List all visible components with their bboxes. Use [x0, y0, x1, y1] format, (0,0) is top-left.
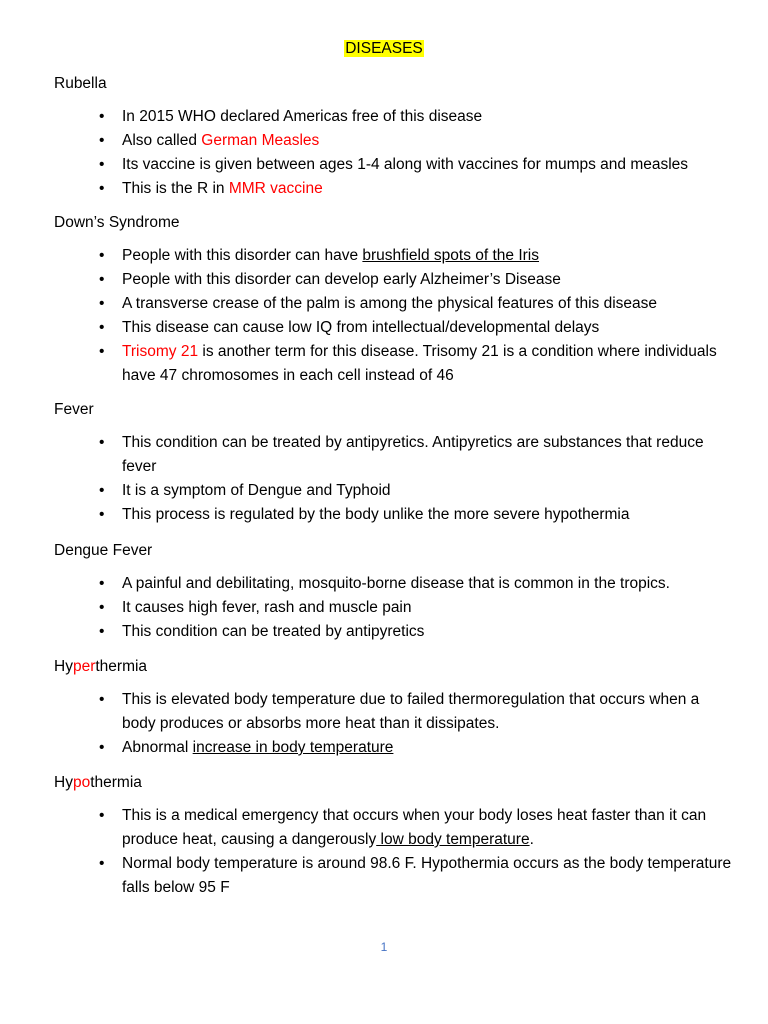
list-item [0, 129, 768, 153]
bullet-icon: • [99, 247, 105, 264]
list-hyperthermia [0, 688, 768, 760]
bullet-text-0: This process is regulated by the body unlike the more severe hypothermia [122, 506, 630, 523]
bullet-icon: • [99, 319, 105, 336]
bullet-icon: • [99, 108, 105, 125]
list-hypothermia [0, 804, 768, 900]
list-item [0, 596, 768, 620]
bullet-icon: • [99, 691, 105, 708]
bullet-icon: • [99, 599, 105, 616]
heading-downs-syndrome: Down’s Syndrome [54, 214, 180, 231]
bullet-text-2: . [529, 831, 534, 848]
list-item [0, 688, 768, 736]
bullet-text-0: This condition can be treated by antipyretics. Antipyretics are substances that reduce fever [122, 434, 704, 475]
bullet-text-0: Normal body temperature is around 98.6 F. Hypothermia occurs as the body temperature falls below 95 F [122, 855, 732, 896]
list-item [0, 804, 768, 852]
heading-text-1: per [72, 658, 96, 675]
list-item [0, 268, 768, 292]
heading-hypothermia [54, 772, 142, 794]
bullet-icon: • [99, 739, 105, 756]
list-item [0, 852, 768, 900]
bullet-text-0: Its vaccine is given between ages 1-4 along with vaccines for mumps and measles [122, 156, 689, 173]
list-item [0, 340, 768, 388]
bullet-icon: • [99, 506, 105, 523]
bullet-text-0: Abnormal [122, 739, 193, 756]
heading-hyperthermia [54, 656, 147, 678]
list-fever [0, 431, 768, 527]
bullet-icon: • [99, 343, 105, 360]
list-item [0, 292, 768, 316]
bullet-text-1: is another term for this disease. Trisomy 21 is a condition where individuals have 47 chromosomes in each cell instead of 46 [122, 343, 717, 384]
bullet-text-0: This condition can be treated by antipyretics [122, 623, 425, 640]
bullet-icon: • [99, 575, 105, 592]
bullet-text-0: A painful and debilitating, mosquito-borne disease that is common in the tropics. [122, 575, 670, 592]
list-item [0, 503, 768, 527]
bullet-text-0: This is elevated body temperature due to failed thermoregulation that occurs when a body produces or absorbs more heat than it dissipates. [122, 691, 700, 732]
heading-fever: Fever [54, 401, 94, 418]
bullet-text-1: low body temperature [376, 831, 530, 848]
heading-text-2: thermia [90, 774, 142, 791]
heading-text-0: Hy [54, 658, 73, 675]
bullet-text-1: German Measles [201, 132, 320, 149]
bullet-text-0: It causes high fever, rash and muscle pain [122, 599, 412, 616]
list-dengue-fever [0, 572, 768, 644]
bullet-text-1: increase in body temperature [192, 739, 394, 756]
list-item [0, 244, 768, 268]
list-item [0, 153, 768, 177]
list-item [0, 572, 768, 596]
bullet-text-0: Trisomy 21 [122, 343, 199, 360]
bullet-text-0: People with this disorder can develop early Alzheimer’s Disease [122, 271, 561, 288]
bullet-text-1: MMR vaccine [228, 180, 323, 197]
heading-text-0: Hy [54, 774, 73, 791]
bullet-icon: • [99, 132, 105, 149]
bullet-icon: • [99, 156, 105, 173]
bullet-icon: • [99, 482, 105, 499]
heading-text-2: thermia [95, 658, 148, 675]
list-item [0, 177, 768, 201]
bullet-text-0: It is a symptom of Dengue and Typhoid [122, 482, 391, 499]
heading-text-1: po [72, 774, 91, 791]
list-downs-syndrome [0, 244, 768, 388]
list-item [0, 316, 768, 340]
list-item [0, 736, 768, 760]
bullet-text-0: Also called [122, 132, 202, 149]
bullet-text-0: This is the R in [122, 180, 229, 197]
page-number: 1 [380, 940, 388, 954]
bullet-text-0: This disease can cause low IQ from intellectual/developmental delays [122, 319, 600, 336]
bullet-text-0: A transverse crease of the palm is among the physical features of this disease [122, 295, 658, 312]
list-rubella [0, 105, 768, 201]
list-item [0, 431, 768, 479]
bullet-icon: • [99, 855, 105, 872]
page-title: DISEASES [345, 40, 423, 57]
bullet-text-0: This is a medical emergency that occurs when your body loses heat faster than it can produce heat, causing a dangerously [122, 807, 707, 848]
bullet-icon: • [99, 271, 105, 288]
title-wrap [0, 38, 768, 60]
bullet-icon: • [99, 807, 105, 824]
bullet-icon: • [99, 180, 105, 197]
bullet-icon: • [99, 623, 105, 640]
bullet-icon: • [99, 434, 105, 451]
bullet-icon: • [99, 295, 105, 312]
list-item [0, 620, 768, 644]
heading-dengue-fever: Dengue Fever [54, 542, 153, 559]
heading-rubella: Rubella [54, 75, 107, 92]
list-item [0, 479, 768, 503]
bullet-text-1: brushfield spots of the Iris [362, 247, 540, 264]
list-item [0, 105, 768, 129]
bullet-text-0: People with this disorder can have [122, 247, 363, 264]
bullet-text-0: In 2015 WHO declared Americas free of this disease [122, 108, 483, 125]
